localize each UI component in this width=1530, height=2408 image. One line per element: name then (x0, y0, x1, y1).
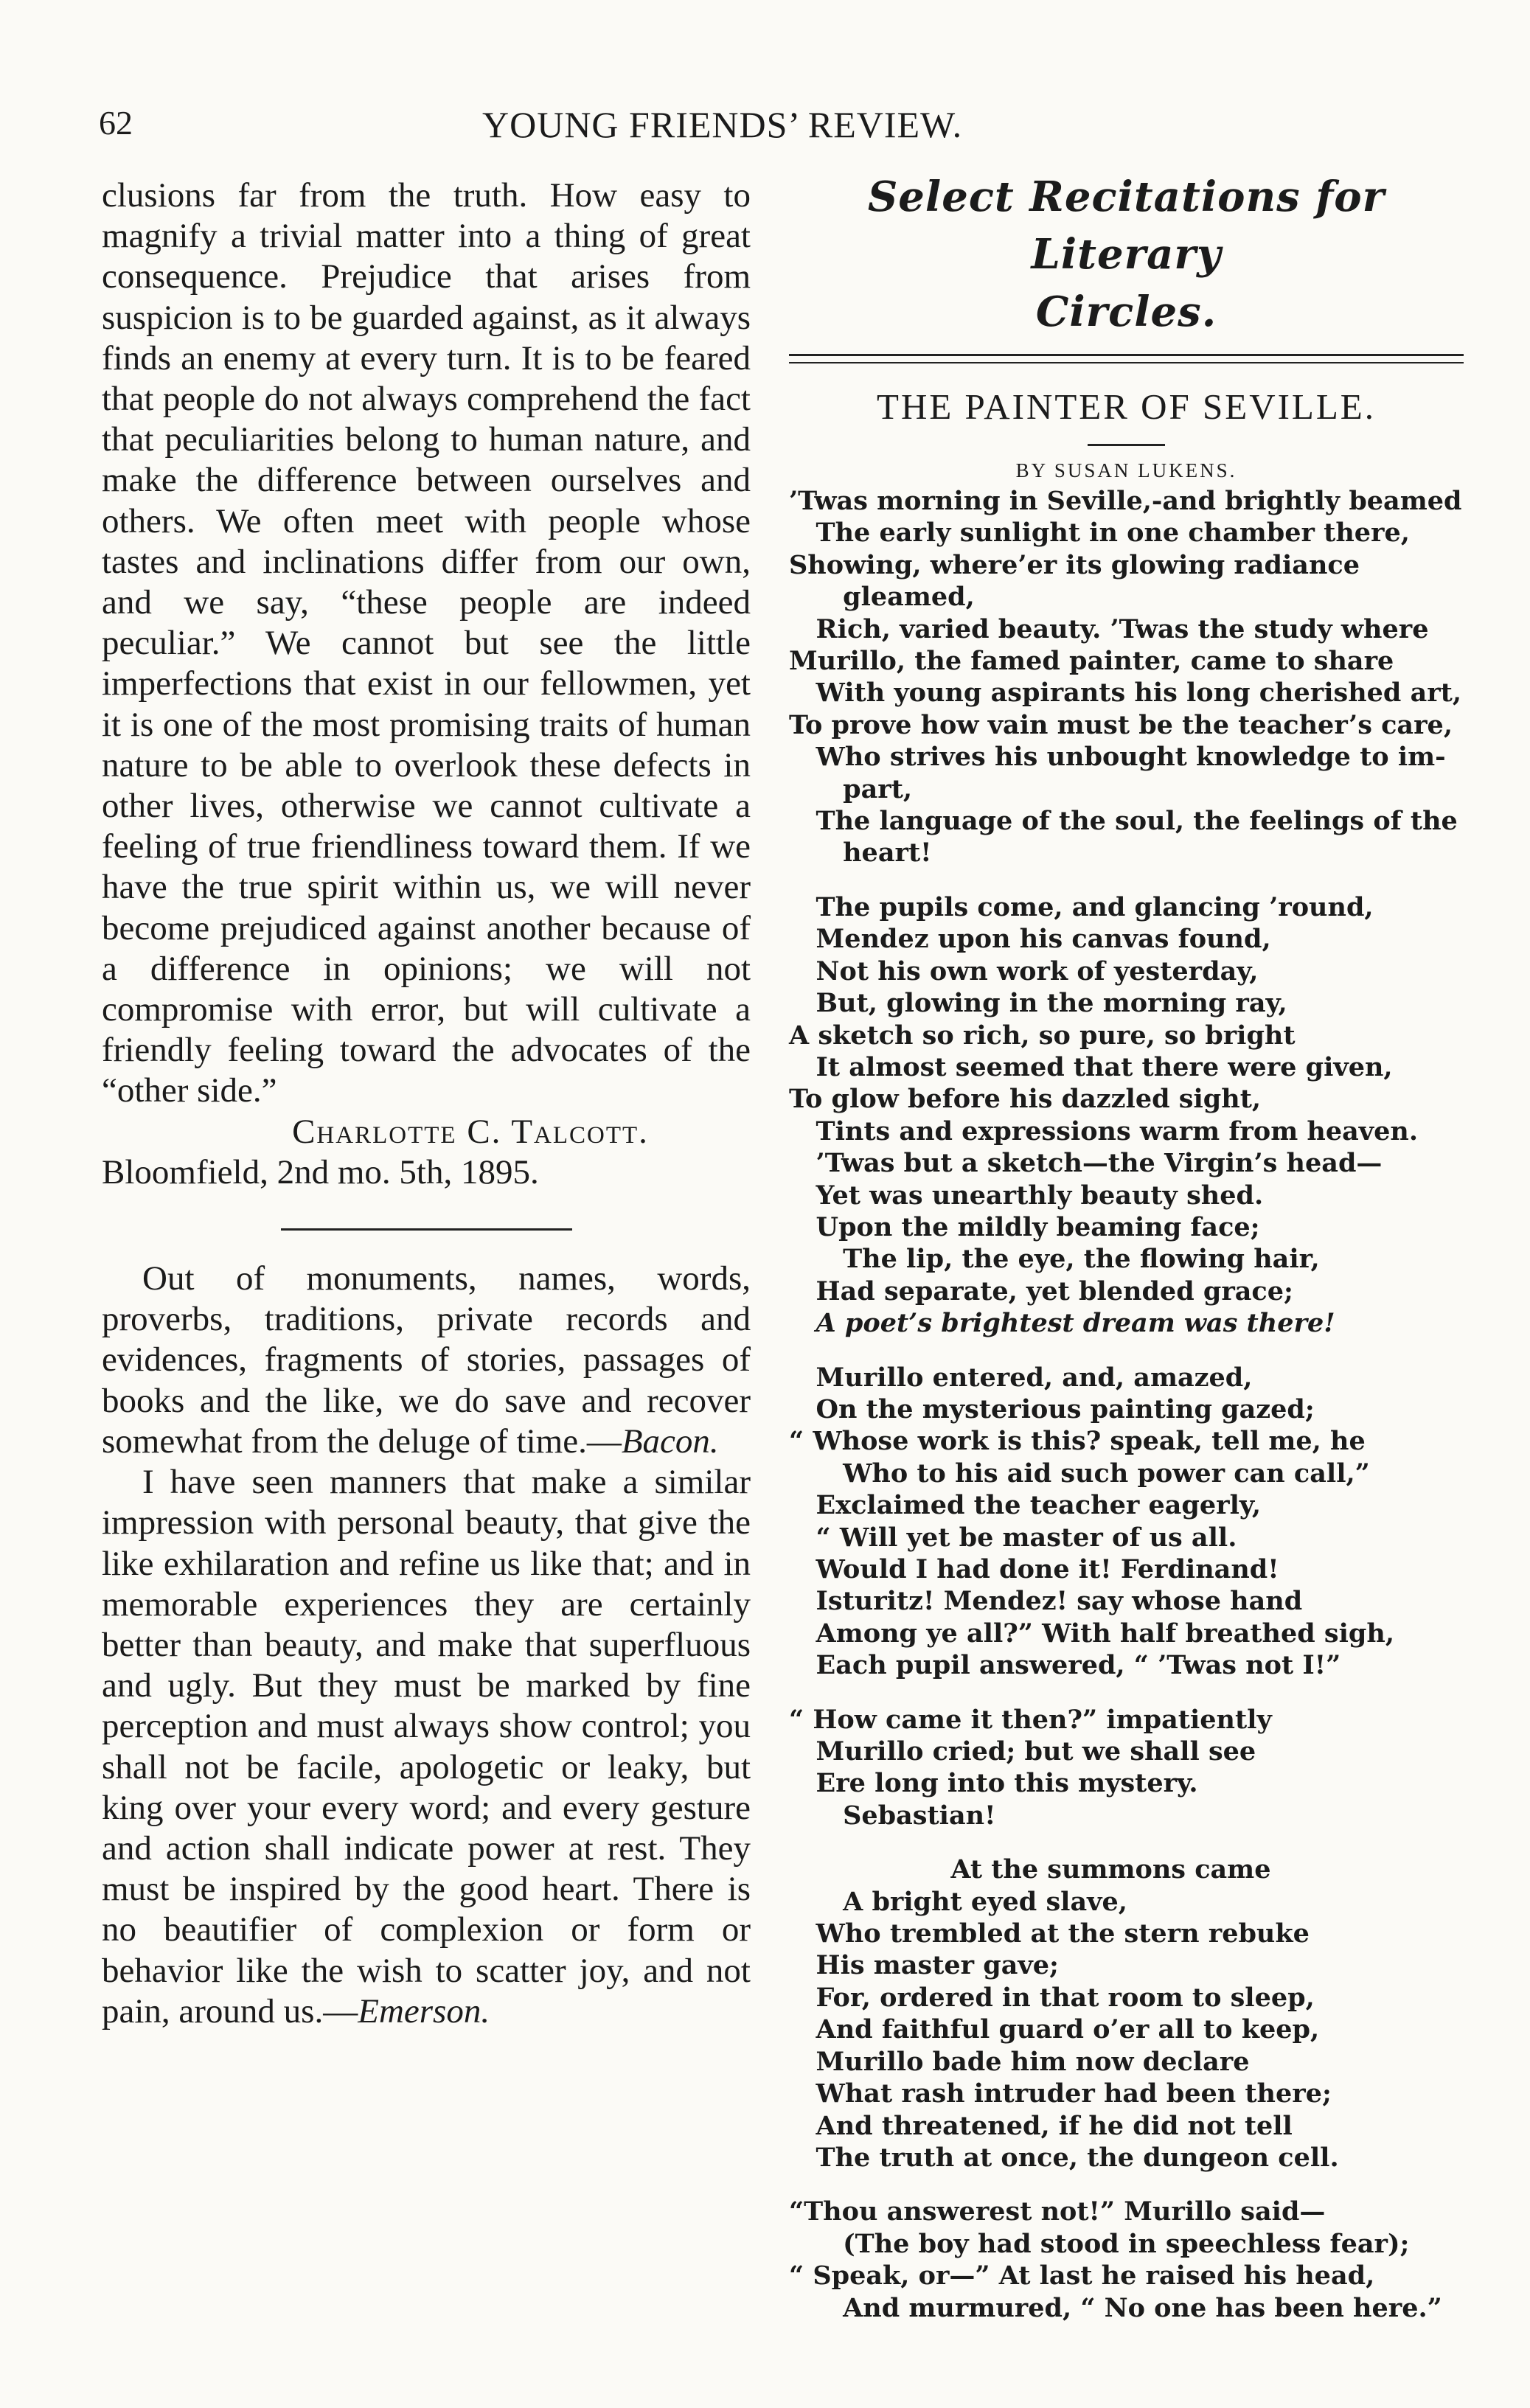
poem-line: heart! (789, 838, 932, 869)
emerson-quote-text: I have seen manners that make a similar impression with personal beauty, that give the like exhilaration and refine us like that; and in memorable experiences they are certainly better than beauty, and make that superfluous and ugly. But they must be marked by fine perception and must always show control; you shall not be facile, apologetic or leaky, but king over your every word; and every gesture and action shall indicate power at rest. They must be inspired by the good heart. There is no beautifier of complexion or form or behavior like the wish to scatter joy, and not pain, around us.— (102, 1463, 751, 2031)
poem-line: part, (789, 773, 913, 804)
poem-line: On the mysterious painting gazed; (789, 1393, 1315, 1424)
poem-line: Rich, varied beauty. ’Twas the study where (789, 613, 1429, 644)
poem-line: To prove how vain must be the teacher’s care, (789, 709, 1453, 740)
bacon-attribution: Bacon. (621, 1422, 719, 1461)
poem-line: ’Twas morning in Seville,-and brightly beamed (789, 486, 1462, 516)
poem-line: (The boy had stood in speechless fear); (789, 2228, 1410, 2259)
poem-line: A poet’s brightest dream was there! (789, 1308, 1335, 1339)
poem-line: Mendez upon his canvas found, (789, 924, 1271, 955)
poem-line: To glow before his dazzled sight, (789, 1084, 1262, 1115)
section-divider (281, 1228, 572, 1231)
poem-line: ’Twas but a sketch—the Virgin’s head— (789, 1148, 1383, 1179)
title-rule (1088, 444, 1165, 446)
poem-line: Would I had done it! Ferdinand! (789, 1554, 1279, 1584)
poem-line: “ Whose work is this? speak, tell me, he (789, 1426, 1366, 1457)
poem-line: Had separate, yet blended grace; (789, 1276, 1293, 1306)
poem-line: Murillo entered, and, amazed, (789, 1362, 1253, 1393)
poem-stanza (789, 1362, 1464, 1682)
author-signature: Charlotte C. Talcott. (292, 1112, 649, 1151)
poem-line: Exclaimed the teacher eagerly, (789, 1490, 1262, 1521)
poem-line: gleamed, (789, 582, 975, 613)
poem-line: But, glowing in the morning ray, (789, 988, 1287, 1019)
poem-line: A sketch so rich, so pure, so bright (789, 1020, 1296, 1051)
poem-line: Yet was unearthly beauty shed. (789, 1180, 1264, 1211)
poem-line: The pupils come, and glancing ’round, (789, 891, 1374, 922)
emerson-attribution: Emerson. (358, 1991, 490, 2031)
poem-line: The truth at once, the dungeon cell. (789, 2142, 1339, 2173)
bacon-quote-text: Out of monuments, names, words, proverbs, traditions, private records and evidences, fragments of stories, passages of books and the like, we do save and recover somewhat from the deluge of time.— (102, 1259, 751, 1461)
poem-byline: BY SUSAN LUKENS. (1015, 459, 1237, 481)
poem-line: Showing, where’er its glowing radiance (789, 549, 1360, 580)
poem-line: The lip, the eye, the flowing hair, (789, 1244, 1320, 1275)
section-heading-line-1: Select Recitations for Literary (867, 173, 1385, 279)
poem-line: The language of the soul, the feelings of the (789, 806, 1458, 837)
poem-line: Murillo cried; but we shall see (789, 1736, 1256, 1767)
essay-text: clusions far from the truth. How easy to magnify a trivial matter into a thing of great consequence. Prejudice that arises from suspicion is to be guarded against, as it always finds an enemy at every turn. It is to be feared that people do not always comprehend the fact that peculiarities belong to human nature, and make the difference between ourselves and others. We often meet with people whose tastes and inclinations differ from our own, and we say, “these people are indeed peculiar.” We cannot but see the little imperfections that exist in our fellowmen, yet it is one of the most promising traits of human nature to be able to overlook these defects in other lives, otherwise we cannot cultivate a feeling of true friendliness toward them. If we have the true spirit within us, we will never become prejudiced against another because of a difference in opinions; we will not compromise with error, but will cultivate a friendly feeling toward the advocates of the “other side.” (102, 176, 751, 1110)
poem-line: For, ordered in that room to sleep, (789, 1982, 1315, 2013)
place-date: Bloomfield, 2nd mo. 5th, 1895. (102, 1152, 539, 1191)
page-number: 62 (99, 104, 133, 142)
poem-line: A bright eyed slave, (789, 1886, 1127, 1917)
poem-line: And faithful guard o’er all to keep, (789, 2014, 1320, 2045)
poem-line: His master gave; (789, 1950, 1059, 1981)
poem-line: Not his own work of yesterday, (789, 956, 1259, 986)
poem-line: And threatened, if he did not tell (789, 2110, 1293, 2141)
poem-stanza (789, 891, 1464, 1340)
poem-stanza (789, 1854, 1464, 2174)
poem-line: Murillo, the famed painter, came to share (789, 646, 1394, 677)
poem-line: Who strives his unbought knowledge to im- (789, 742, 1446, 773)
poem-line: Tints and expressions warm from heaven. (789, 1116, 1419, 1146)
poem-line: And murmured, “ No one has been here.” (789, 2292, 1442, 2323)
poem-stanza (789, 1704, 1464, 1832)
poem-line: Who trembled at the stern rebuke (789, 1918, 1310, 1949)
poem-title: THE PAINTER OF SEVILLE. (877, 386, 1376, 427)
poem-line: With young aspirants his long cherished art, (789, 678, 1462, 709)
page-header (99, 103, 1478, 155)
poem-body (789, 485, 1464, 2324)
poem-line: Sebastian! (789, 1800, 996, 1831)
emerson-quote (102, 1462, 751, 2032)
poem-line: Who to his aid such power can call,” (789, 1458, 1370, 1489)
section-heading-line-2: Circles. (1035, 288, 1217, 336)
bacon-quote (102, 1259, 751, 1462)
section-heading (789, 168, 1464, 341)
poem-line: “ Will yet be master of us all. (789, 1522, 1237, 1553)
poem-line: Ere long into this mystery. (789, 1768, 1198, 1799)
poem-line: Each pupil answered, “ ’Twas not I!” (789, 1650, 1341, 1681)
poem-stanza (789, 2196, 1464, 2324)
poem-line: Among ye all?” With half breathed sigh, (789, 1618, 1395, 1649)
right-column (789, 168, 1464, 2346)
double-rule (789, 354, 1464, 363)
running-title: YOUNG FRIENDS’ REVIEW. (482, 104, 963, 145)
poem-line: Murillo bade him now declare (789, 2046, 1250, 2077)
poem-line: “Thou answerest not!” Murillo said— (789, 2196, 1326, 2227)
poem-line: What rash intruder had been there; (789, 2078, 1332, 2109)
poem-line: The early sunlight in one chamber there, (789, 518, 1410, 549)
poem-line: “ How came it then?” impatiently (789, 1704, 1272, 1735)
poem-line: At the summons came (789, 1854, 1271, 1885)
poem-line: Isturitz! Mendez! say whose hand (789, 1586, 1303, 1617)
left-column (102, 175, 751, 2032)
poem-line: Upon the mildly beaming face; (789, 1211, 1260, 1242)
poem-line: “ Speak, or—” At last he raised his head, (789, 2261, 1375, 2292)
poem-stanza (789, 485, 1464, 869)
poem-line: It almost seemed that there were given, (789, 1051, 1393, 1082)
